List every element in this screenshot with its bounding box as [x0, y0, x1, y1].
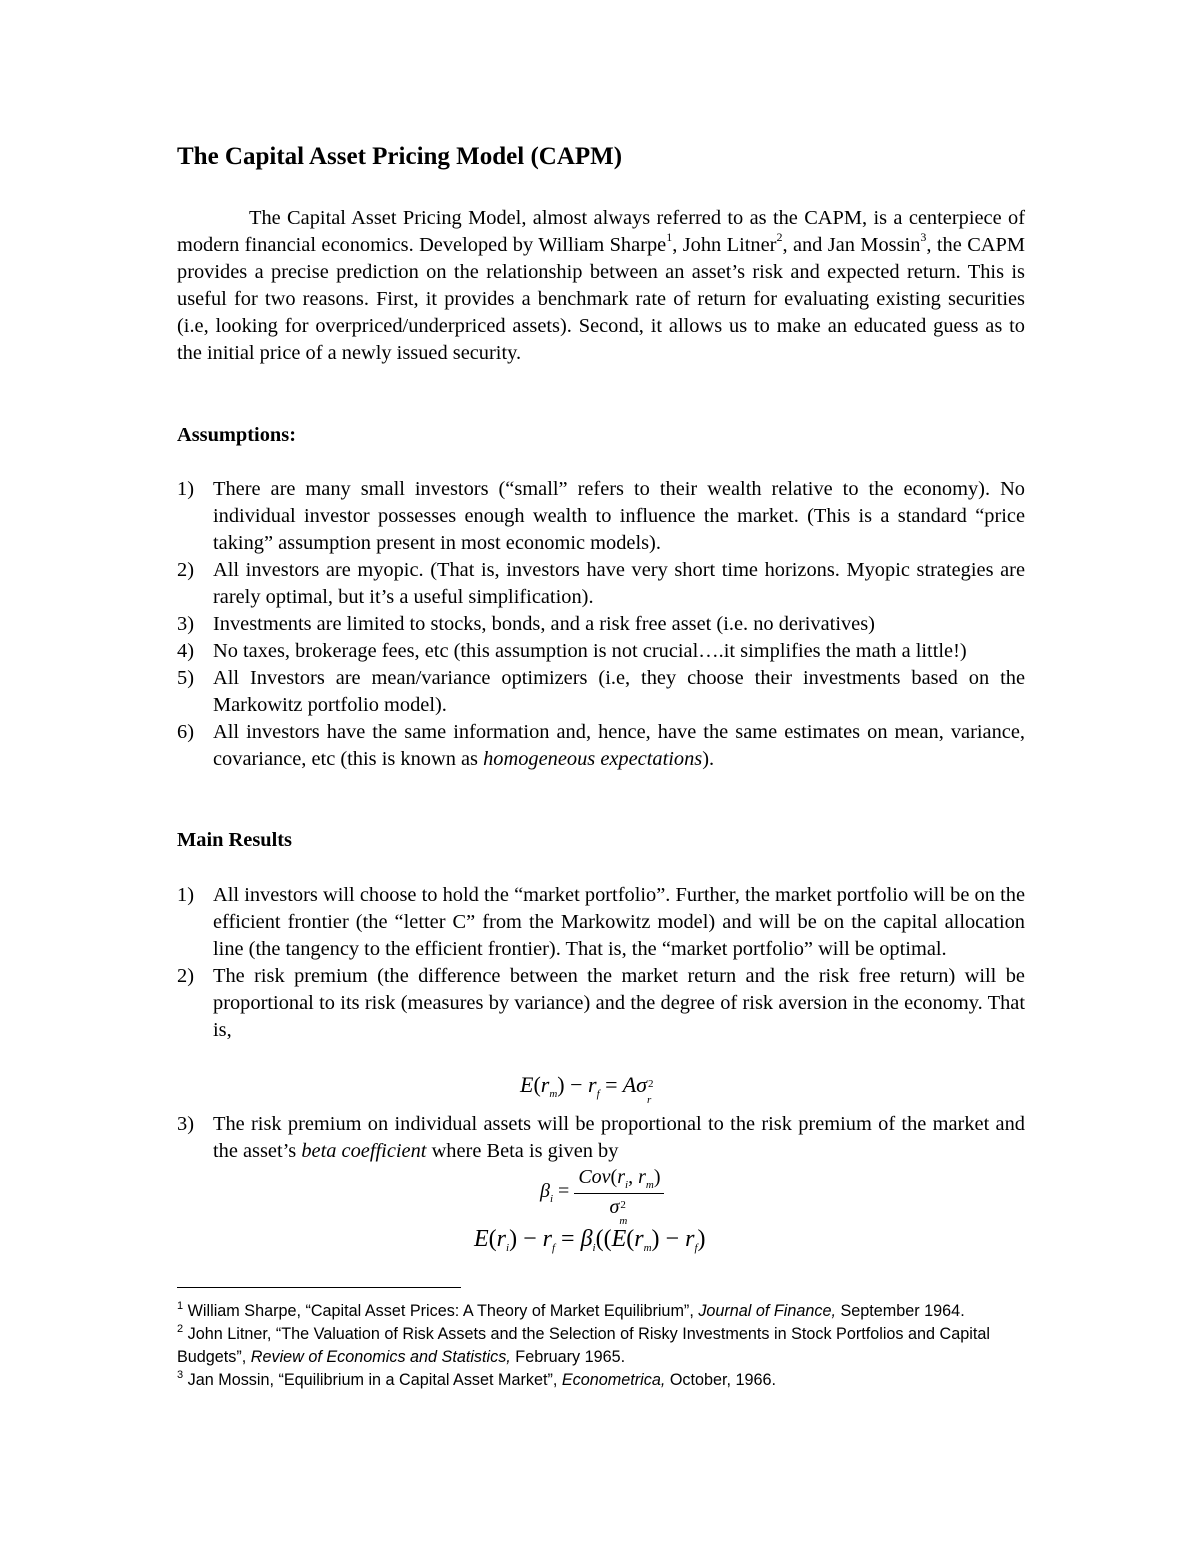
main-results-heading: Main Results [177, 829, 292, 851]
list-item: 5) All Investors are mean/variance optimizers (i.e, they choose their investments based on the Markowitz portfolio model). [177, 667, 1025, 716]
footnotes [177, 1300, 1037, 1392]
list-item: 1) All investors will choose to hold the “market portfolio”. Further, the market portfolio will be on the efficient frontier (the “letter C” from the Markowitz model) and will be on the capital allocation line (the tangency to the efficient frontier). That is, the “market portfolio” will be optimal. [177, 884, 1025, 960]
footnote-ref-3: 3 [920, 230, 927, 245]
footnote-1: $^1$ William Sharpe, “Capital Asset Prices: A Theory of Market Equilibrium”, Journal of Finance, September 1964. [177, 1299, 965, 1320]
list-item: 2) All investors are myopic. (That is, investors have very short time horizons. Myopic strategies are rarely optimal, but it’s a useful simplification). [177, 559, 1025, 608]
list-item: 4) No taxes, brokerage fees, etc (this assumption is not crucial….it simplifies the math a little!) [177, 640, 967, 662]
intro-paragraph [177, 205, 1025, 367]
footnote-3: $^3$ Jan Mossin, “Equilibrium in a Capital Asset Market”, Econometrica, October, 1966. [177, 1368, 777, 1389]
intro-text-1: The Capital Asset Pricing Model, almost always referred to as the CAPM, is a centerpiece of modern financial economics. Developed by William Sharpe [177, 207, 1025, 256]
beta-fraction: $Cov(r_i$, $r_m$) σ 2 m [574, 1166, 664, 1219]
footnote-2: $^2$ John Litner, “The Valuation of Risk Assets and the Selection of Risky Investments in Stock Portfolios and Capital Budgets”, Review of Economics and Statistics, February 1965. [177, 1322, 990, 1366]
intro-text-2: , John Litner [672, 234, 777, 256]
footnote-ref-1: 1 [666, 230, 673, 245]
list-item: 3) Investments are limited to stocks, bonds, and a risk free asset (i.e. no derivatives) [177, 613, 875, 635]
list-item: 2) The risk premium (the difference between the market return and the risk free return) will be proportional to its risk (measures by variance) and the degree of risk aversion in the economy. That is, [177, 965, 1025, 1041]
assumptions-list [177, 476, 1025, 773]
list-item: 3) The risk premium on individual assets will be proportional to the risk premium of the market and the asset’s beta coefficient where Beta is given by [177, 1113, 1025, 1162]
results-list-b [177, 1111, 1025, 1165]
equation-capm: $E(r_i) - r_f = \beta_i((E(r_m) - r_f)$ [474, 1226, 706, 1254]
list-item: 1) There are many small investors (“small” refers to their wealth relative to the economy). No individual investor possesses enough wealth to influence the market. (This is a standard “price taking” assumption present in most economic models). [177, 478, 1025, 554]
results-list-a [177, 882, 1025, 1044]
list-item: 6) All investors have the same information and, hence, have the same estimates on mean, variance, covariance, etc (this is known as homogeneous expectations). [177, 721, 1025, 770]
intro-text-4: , the CAPM provides a precise prediction on the relationship between an asset’s risk and expected return. This is useful for two reasons. First, it provides a benchmark rate of return for evaluating existing securities (i.e, looking for overpriced/underpriced assets). Second, it allows us to make an educated guess as to the initial price of a newly issued security. [177, 234, 1025, 364]
equation-beta: $\beta_i$ = $Cov(r_i$, $r_m$) σ 2 m [540, 1166, 664, 1219]
equation-risk-premium: $E(r_m) - r_f = A\sigma$ 2 r [520, 1072, 654, 1106]
footnote-ref-2: 2 [776, 230, 783, 245]
assumptions-heading: Assumptions: [177, 424, 296, 446]
document-title: The Capital Asset Pricing Model (CAPM) [177, 143, 623, 170]
intro-text-3: , and Jan Mossin [782, 234, 921, 256]
footnote-divider [177, 1287, 461, 1288]
